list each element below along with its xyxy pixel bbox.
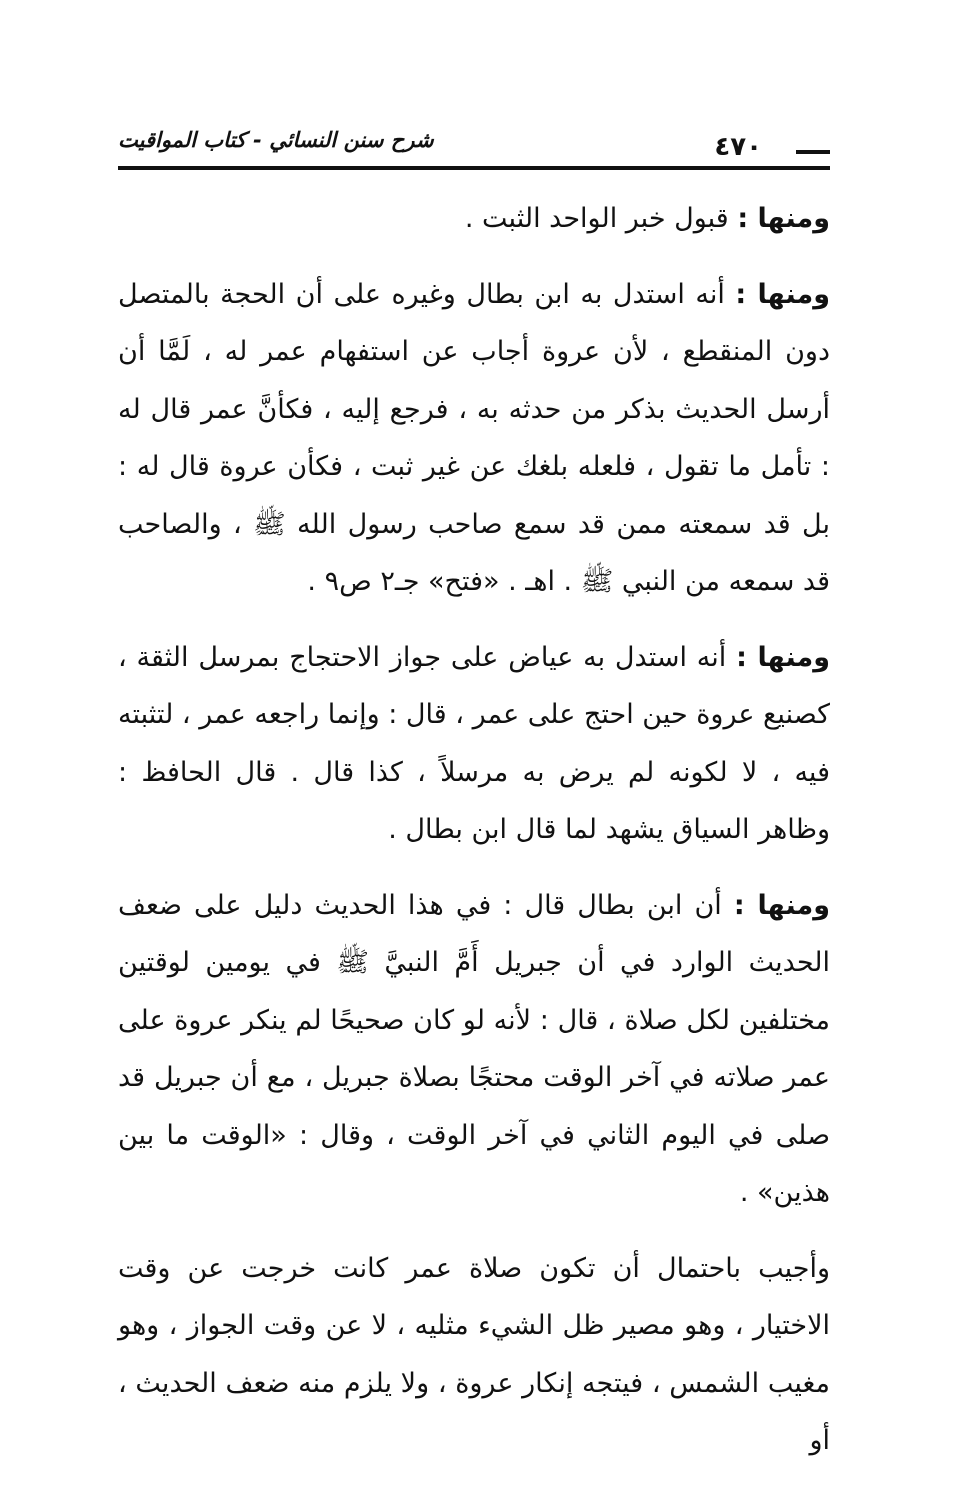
paragraph-3 [118,629,830,859]
page-body [118,190,830,1488]
paragraph-5 [118,1240,830,1470]
page-header [118,122,830,178]
paragraph-4 [118,877,830,1222]
paragraph-text: أنه استدل به ابن بطال وغيره على أن الحجة بالمتصل دون المنقطع ، لأن عروة أجاب عن استفهام عمر له ، لَمَّا أن أرسل الحديث بذكر من حدثه به ، فرجع إليه ، فكأنَّ عمر قال له : تأمل ما تقول ، فلعله بلغك عن غير ثبت ، فكأن عروة قال له : بل قد سمعته ممن قد سمع صاحب رسول الله ﷺ ، والصاحب قد سمعه من النبي ﷺ . اهـ . «فتح» جـ٢ ص٩ . [118,278,830,597]
paragraph-text: وأجيب باحتمال أن تكون صلاة عمر كانت خرجت عن وقت الاختيار ، وهو مصير ظل الشيء مثليه ، لا عن وقت الجواز ، وهو مغيب الشمس ، فيتجه إنكار عروة ، ولا يلزم منه ضعف الحديث ، أو [118,1252,830,1456]
paragraph-lead: ومنها : [735,278,830,310]
paragraph-text: قبول خبر الواحد الثبت . [464,203,738,234]
paragraph-lead: ومنها : [737,203,830,234]
paragraph-text: أن ابن بطال قال : في هذا الحديث دليل على ضعف الحديث الوارد في أن جبريل أَمَّ النبيَّ ﷺ في يومين لوقتين مختلفين لكل صلاة ، قال : لأنه لو كان صحيحًا لم ينكر عروة على عمر صلاته في آخر الوقت محتجًا بصلاة جبريل ، مع أن جبريل قد صلى في اليوم الثاني في آخر الوقت ، وقال : «الوقت ما بين هذين» . [118,889,830,1208]
paragraph-1 [118,190,830,248]
paragraph-lead: ومنها : [733,889,830,921]
paragraph-2 [118,266,830,611]
paragraph-lead: ومنها : [736,641,830,673]
page-number: ٤٧٠ [714,132,762,162]
running-title: شرح سنن النسائي - كتاب المواقيت [118,128,434,152]
header-rule [118,166,830,170]
page-number-dash [796,150,830,154]
paragraph-text: أنه استدل به عياض على جواز الاحتجاج بمرسل الثقة ، كصنيع عروة حين احتج على عمر ، قال : وإنما راجعه عمر ، لتثبته فيه ، لا لكونه لم يرض به مرسلاً ، كذا قال . قال الحافظ : وظاهر السياق يشهد لما قال ابن بطال . [118,641,830,845]
